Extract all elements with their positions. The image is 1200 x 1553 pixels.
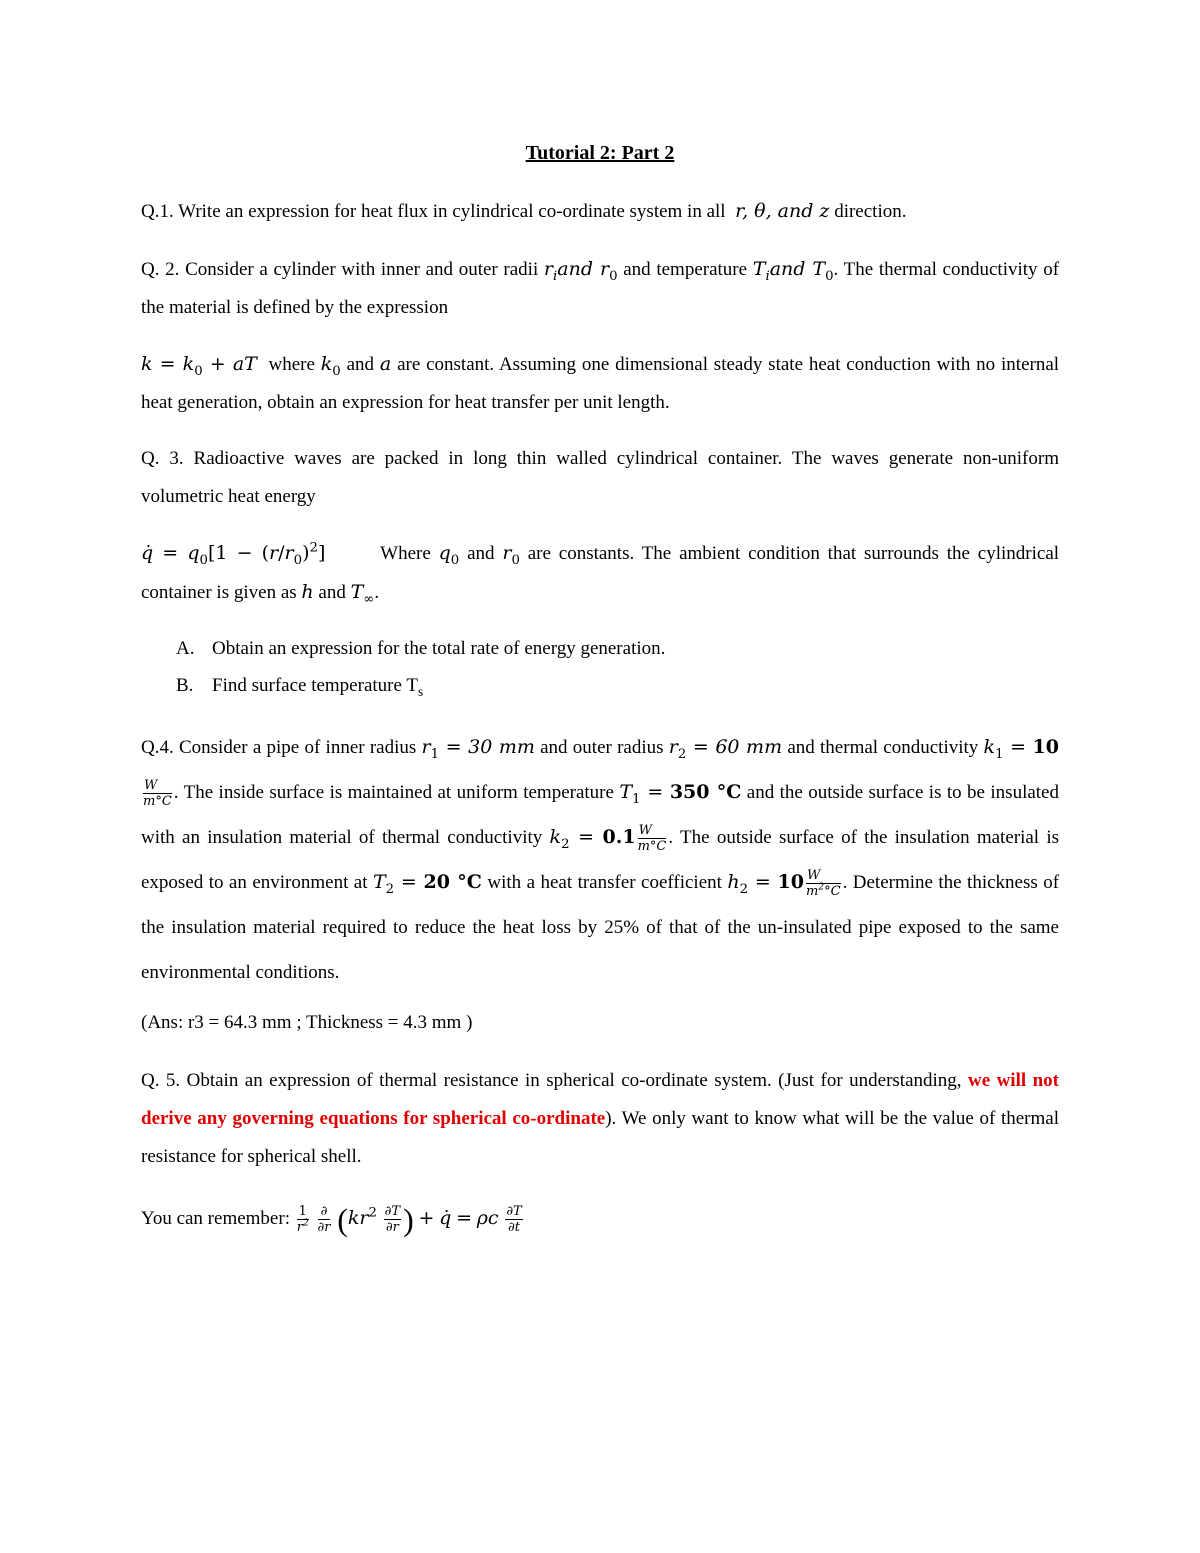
- q4-r1-math: $r_1 = 30$ mm: [421, 736, 535, 762]
- q2-text-6: are constant. Assuming one dimensional steady state heat conduction with no internal heat generation, obtain an expression for heat transfer per unit length.: [141, 354, 1060, 413]
- q2-temp-math: $T_iand$ $T_0$: [752, 258, 834, 284]
- q3-r0-math: $r_0$: [502, 542, 520, 568]
- q4-text-2: and outer radius: [540, 737, 664, 758]
- q2-label: Q. 2.: [141, 259, 180, 280]
- unit-fraction: $\frac{W}{m^\circ C}$: [637, 823, 667, 855]
- q4-T2-math: $T_2 = 20$ °C: [372, 871, 482, 897]
- q3-text-4: are constants. The ambient condition that surrounds the cylindrical container is given as: [141, 543, 1060, 603]
- question-2: [141, 250, 1059, 327]
- q3-text-5: and: [318, 582, 346, 603]
- q4-text-6: . The outside surface of the insulation material is exposed to an environment at: [141, 827, 1060, 893]
- q3-sub-items: [176, 630, 665, 704]
- q2-text-5: and: [346, 354, 375, 375]
- q4-answer: (Ans: r3 = 64.3 mm ; Thickness = 4.3 mm ): [141, 1012, 473, 1033]
- list-item: A. Obtain an expression for the total rate of energy generation.: [176, 638, 666, 659]
- unit-fraction: $\frac{W}{m^\circ C}$: [143, 778, 172, 810]
- page-title: Tutorial 2: Part 2: [525, 142, 675, 164]
- q5-text-2: ). We only want to know what will be the value of thermal resistance for spherical shell.: [141, 1108, 1059, 1167]
- q2-text-2: and temperature: [623, 259, 748, 280]
- unit-fraction: $\frac{W}{m^2^\circ C}$: [805, 868, 841, 900]
- equation-fraction: $\frac{\partial}{\partial r}$: [317, 1204, 331, 1236]
- q3-text-2: Where: [380, 543, 431, 564]
- q3-q0-math: $q_0$: [438, 542, 460, 568]
- q1-end: direction.: [834, 201, 907, 222]
- q5-remember: You can remember: $\frac{1}{r^2}$ $\frac{\partial}{\partial r}$ ($kr^2$ $\frac{\partial T}{\partial r}$ ) + q̇ = ρc $\frac{\partial T}{\partial t}$: [141, 1201, 522, 1238]
- q1-text: Write an expression for heat flux in cylindrical co-ordinate system in all: [178, 201, 726, 222]
- q2-text-4: where: [268, 354, 315, 375]
- q3-h-math: h: [301, 581, 314, 603]
- q3-tinf-math: $T_\infty$: [350, 581, 375, 607]
- q2-a-math: a: [379, 353, 392, 375]
- question-5: [141, 1062, 1059, 1176]
- q5-label: Q. 5.: [141, 1070, 181, 1091]
- equation-fraction: $\frac{\partial T}{\partial r}$: [384, 1204, 401, 1236]
- q4-text-5: and the outside surface is to be insulated with an insulation material of thermal conductivity: [141, 782, 1059, 848]
- q4-text-8: . Determine the thickness of the insulation material required to reduce the heat loss by 25% of that of the un-insulated pipe exposed to the same environmental conditions.: [141, 872, 1060, 983]
- q2-radii-math: $r_iand$ $r_0$: [543, 258, 618, 284]
- question-4: [141, 725, 1059, 995]
- q5-remember-label: You can remember:: [141, 1208, 290, 1229]
- q2-k-equation: $k = k_0$ + aT: [141, 353, 257, 379]
- q1-math: r, θ, and z: [735, 200, 830, 222]
- q4-text-7: with a heat transfer coefficient: [487, 872, 722, 893]
- q4-k1-math: $k_1 = 10$: [983, 736, 1059, 762]
- q4-text-3: and thermal conductivity: [787, 737, 979, 758]
- question-2-continued: [141, 345, 1059, 422]
- question-1: [141, 192, 1059, 231]
- q4-text-1: Consider a pipe of inner radius: [178, 737, 417, 758]
- q4-h2-math: $h_2 = 10$: [727, 871, 804, 897]
- question-3-continued: q̇ = $q_0[1 - (r/r_0)^2]$ Where $q_0$ and $r_0$ are constants. The ambient condition that surrounds the cylindrical container is given as h and $T_\infty$.: [141, 540, 1060, 607]
- q2-text-3: . The thermal conductivity of the material is defined by the expression: [141, 259, 1060, 318]
- question-3: [141, 440, 1059, 516]
- q5-red-note: we will not derive any governing equations for spherical co-ordinate: [141, 1070, 1059, 1129]
- q4-label: Q.4.: [141, 737, 174, 758]
- q1-label: Q.1.: [141, 201, 174, 222]
- equation-fraction: $\frac{1}{r^2}$: [296, 1204, 309, 1236]
- q4-r2-math: $r_2 = 60$ mm: [668, 736, 783, 762]
- q3-text-3: and: [467, 543, 495, 564]
- q2-text-1: Consider a cylinder with inner and outer radii: [185, 259, 539, 280]
- q4-text-4: . The inside surface is maintained at uniform temperature: [173, 782, 614, 803]
- equation-fraction: $\frac{\partial T}{\partial t}$: [506, 1204, 522, 1236]
- q4-T1-math: $T_1 = 350$ °C: [619, 781, 742, 807]
- q3-q-equation: q̇ = $q_0[1 - (r/r_0)^2]$: [141, 540, 326, 568]
- q3-text-1: Radioactive waves are packed in long thin walled cylindrical container. The waves generate non-uniform volumetric heat energy: [141, 448, 1059, 507]
- q2-k0-math: $k_0$: [320, 353, 341, 379]
- q3-label: Q. 3.: [141, 448, 184, 469]
- q4-k2-math: $k_2 = 0.1$: [549, 826, 636, 852]
- list-item: B. Find surface temperature $T_s$: [176, 675, 424, 699]
- q5-text-1: Obtain an expression of thermal resistance in spherical co-ordinate system. (Just for understanding,: [186, 1070, 962, 1091]
